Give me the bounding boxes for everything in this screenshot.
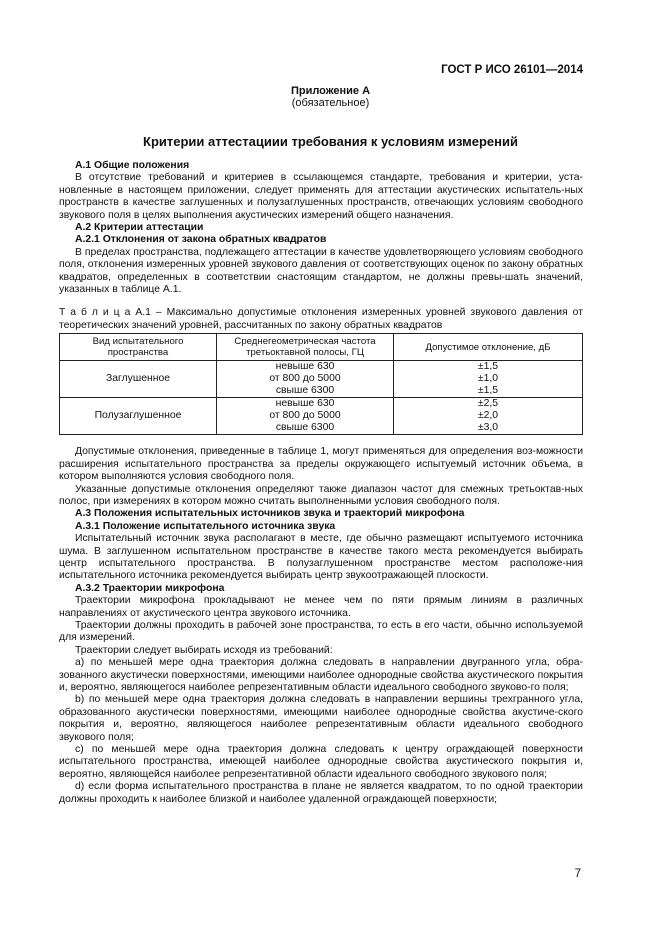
table-cell-dev: ±3,0 <box>394 422 583 435</box>
table-header-cell: Вид испытательного пространства <box>60 334 217 361</box>
list-item: b) по меньшей мере одна траектория должна следовать в направлении вершины трехгранного угла, образованного акустически поверхностями, имеющими наиболее однородные свойства акустиче-ского покрытия и, вероятно, являющегося наиболее репрезентативным области идеального свободного звукового поля; <box>59 694 583 743</box>
table-row <box>60 398 583 411</box>
list-item: с) по меньшей мере одна траектория должна следовать к центру ограждающей поверхности испытательного пространства, имеющей наиболее однородные свойства акустического покрытия и, вероятно, являющейся наиболее репрезентативной области идеального свободного звукового поля; <box>59 744 583 780</box>
table-cell-dev: ±1,5 <box>394 385 583 398</box>
list-item: d) если форма испытательного пространства в плане не является квадратом, то по одной траектории должны проходить к наиболее близкой и наиболее удаленной ограждающей поверхности; <box>59 781 583 805</box>
paragraph: Траектории должны проходить в рабочей зоне пространства, то есть в его части, обычно используемой для измерений. <box>59 619 583 644</box>
section-heading: А.2 Критерии аттестации <box>75 222 204 234</box>
paragraph: Указанные допустимые отклонения определяют также диапазон частот для смежных третьоктав-ных полос, при измерениях в котором можно считать выполненными условия свободного поля. <box>59 483 583 507</box>
main-title: Критерии аттестациии требования к условиям измерений <box>143 134 518 149</box>
paragraph: В отсутствие требований и критериев в ссылающемся стандарте, требования и критерии, уста-новленные в настоящем приложении, следует применять для аттестации акустических испытатель-ных пространств в качестве заглушенных и полузаглушенных пространств, отвечающих условиям свободного звукового поля в целях выполнения акустических измерений общего назначения. <box>59 172 583 221</box>
deviation-table <box>59 333 583 435</box>
table-header-cell: Допустимое отклонение, дБ <box>394 334 583 361</box>
section-heading: А.2.1 Отклонения от закона обратных квадратов <box>75 234 327 246</box>
page-number: 7 <box>574 868 581 880</box>
paragraph: В пределах пространства, подлежащего аттестации в качестве удовлетворяющего условиям свободного поля, отклонения измеренных уровней звукового давления от соответствующих оценок по закону обратных квадратов, определенных в соответствии снастоящим стандартом, не должны превы-шать значений, указанных в таблице А.1. <box>59 246 583 296</box>
table-cell-dev: ±2,0 <box>394 410 583 422</box>
table-cell-freq: свыше 6300 <box>217 422 394 435</box>
table-row <box>60 361 583 374</box>
table-cell-dev: ±1,0 <box>394 373 583 385</box>
table-cell-freq: от 800 до 5000 <box>217 410 394 422</box>
paragraph: Траектории следует выбирать исходя из требований: <box>75 644 333 656</box>
table-caption: Т а б л и ц а А.1 – Максимально допустимые отклонения измеренных уровней звукового давления от теоретических значений уровней, рассчитанных по закону обратных квадратов <box>59 307 583 331</box>
table-cell-freq: невыше 630 <box>217 361 394 374</box>
section-heading: А.3.2 Траектории микрофона <box>75 582 225 594</box>
appendix-title: Приложение А <box>290 85 371 97</box>
table-cell-dev: ±2,5 <box>394 398 583 411</box>
list-item: а) по меньшей мере одна траектория должна следовать в направлении двугранного угла, обра-зованного акустически поверхностями, имеющими наиболее однородные свойства акустического покрытия и, вероятно, являющегося наиболее репрезентативным области идеального свободного звуково-го поля; <box>59 657 583 693</box>
section-heading: А.3.1 Положение испытательного источника звука <box>75 520 336 532</box>
section-heading: А.1 Общие положения <box>75 160 190 171</box>
table-cell-dev: ±1,5 <box>394 361 583 374</box>
section-heading: А.3 Положения испытательных источников звука и траекторий микрофона <box>75 508 465 520</box>
table-header-row <box>60 334 583 361</box>
paragraph: Допустимые отклонения, приведенные в таблице 1, могут применяться для определения воз-можности расширения испытательного пространства за пределы окружающего испытуемый источник объема, в котором выполняются условия свободного поля. <box>59 446 583 483</box>
appendix-status: (обязательное) <box>291 97 370 109</box>
table-header-cell: Среднегеометрическая частота третьоктавной полосы, ГЦ <box>217 334 394 361</box>
paragraph: Траектории микрофона прокладывают не менее чем по пяти прямым линиям в различных направлениях от акустического центра звукового источника. <box>59 595 583 619</box>
table-cell-space: Полузаглушенное <box>60 398 217 435</box>
document-body <box>59 160 583 806</box>
table-cell-freq: от 800 до 5000 <box>217 373 394 385</box>
table-cell-freq: свыше 6300 <box>217 385 394 398</box>
paragraph: Испытательный источник звука располагают в месте, где обычно размещают испытуемого источника шума. В заглушенном испытательном пространстве в качестве такого места рекомендуется выбирать центр испытательного пространства. В полузаглушенном пространстве местом расположе-ния испытательного источника рекомендуется выбирать центр звукоотражающей плоскости. <box>59 533 583 582</box>
table-cell-space: Заглушенное <box>60 361 217 398</box>
document-code: ГОСТ Р ИСО 26101—2014 <box>441 64 583 76</box>
table-cell-freq: невыше 630 <box>217 398 394 411</box>
